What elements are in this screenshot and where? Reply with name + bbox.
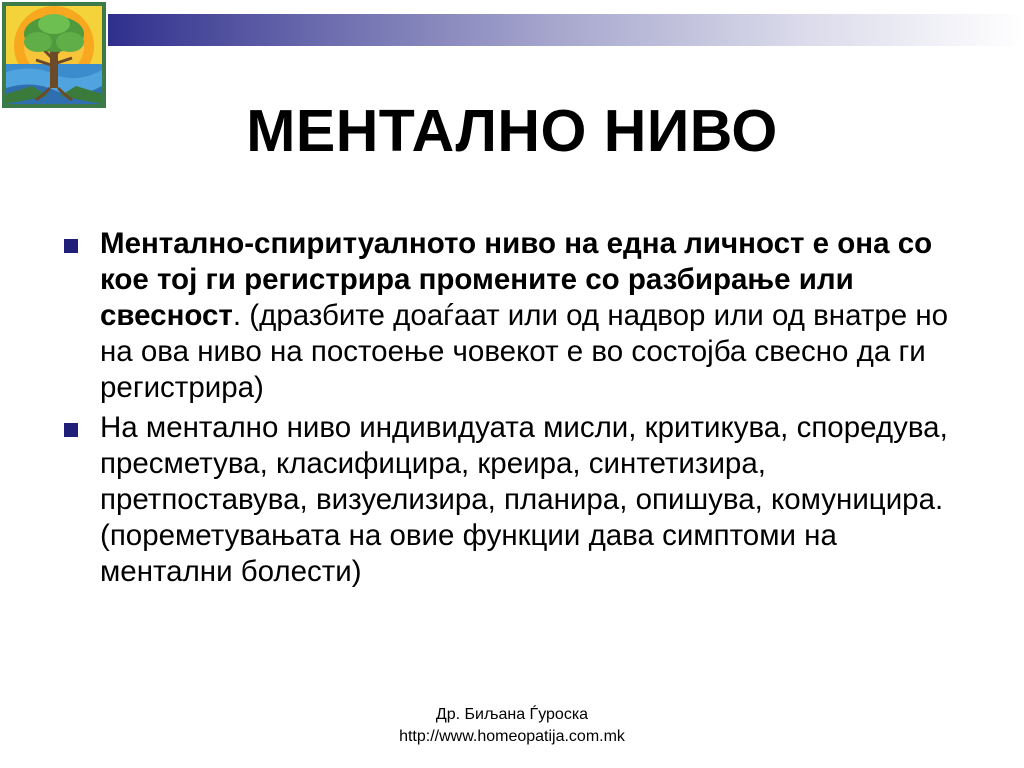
header-gradient-bar (108, 14, 1024, 46)
bullet-item-mental-spiritual (62, 226, 962, 406)
bullet-list (62, 226, 962, 594)
bullet-text: На ментално ниво индивидуата мисли, критикува, споредува, пресметува, класифицира, креира, синтетизира, претпоставува, визуелизира, планира, опишува, комуницира. (пореметувањата на овие функции дава симптоми на ментални болести) (100, 411, 948, 588)
footer-url: http://www.homeopatija.com.mk (399, 728, 625, 745)
square-bullet-icon (64, 423, 78, 437)
footer-author: Др. Биљана Ѓуроска (435, 706, 589, 723)
slide-title: МЕНТАЛНО НИВО (246, 98, 778, 164)
bullet-text: . (дразбите доаѓаат или од надвор или од внатре но на ова ниво на постоење човекот е во состојба свесно да ги регистрира) (100, 299, 949, 404)
footer (0, 704, 1024, 748)
tree-logo-icon (2, 2, 106, 108)
bullet-bold-text: Ментално-спиритуалното ниво на една личност е она со кое тој ги регистрира промените со разбирање или свесност (100, 227, 933, 332)
square-bullet-icon (64, 239, 78, 253)
bullet-item-mental-functions (62, 410, 962, 590)
